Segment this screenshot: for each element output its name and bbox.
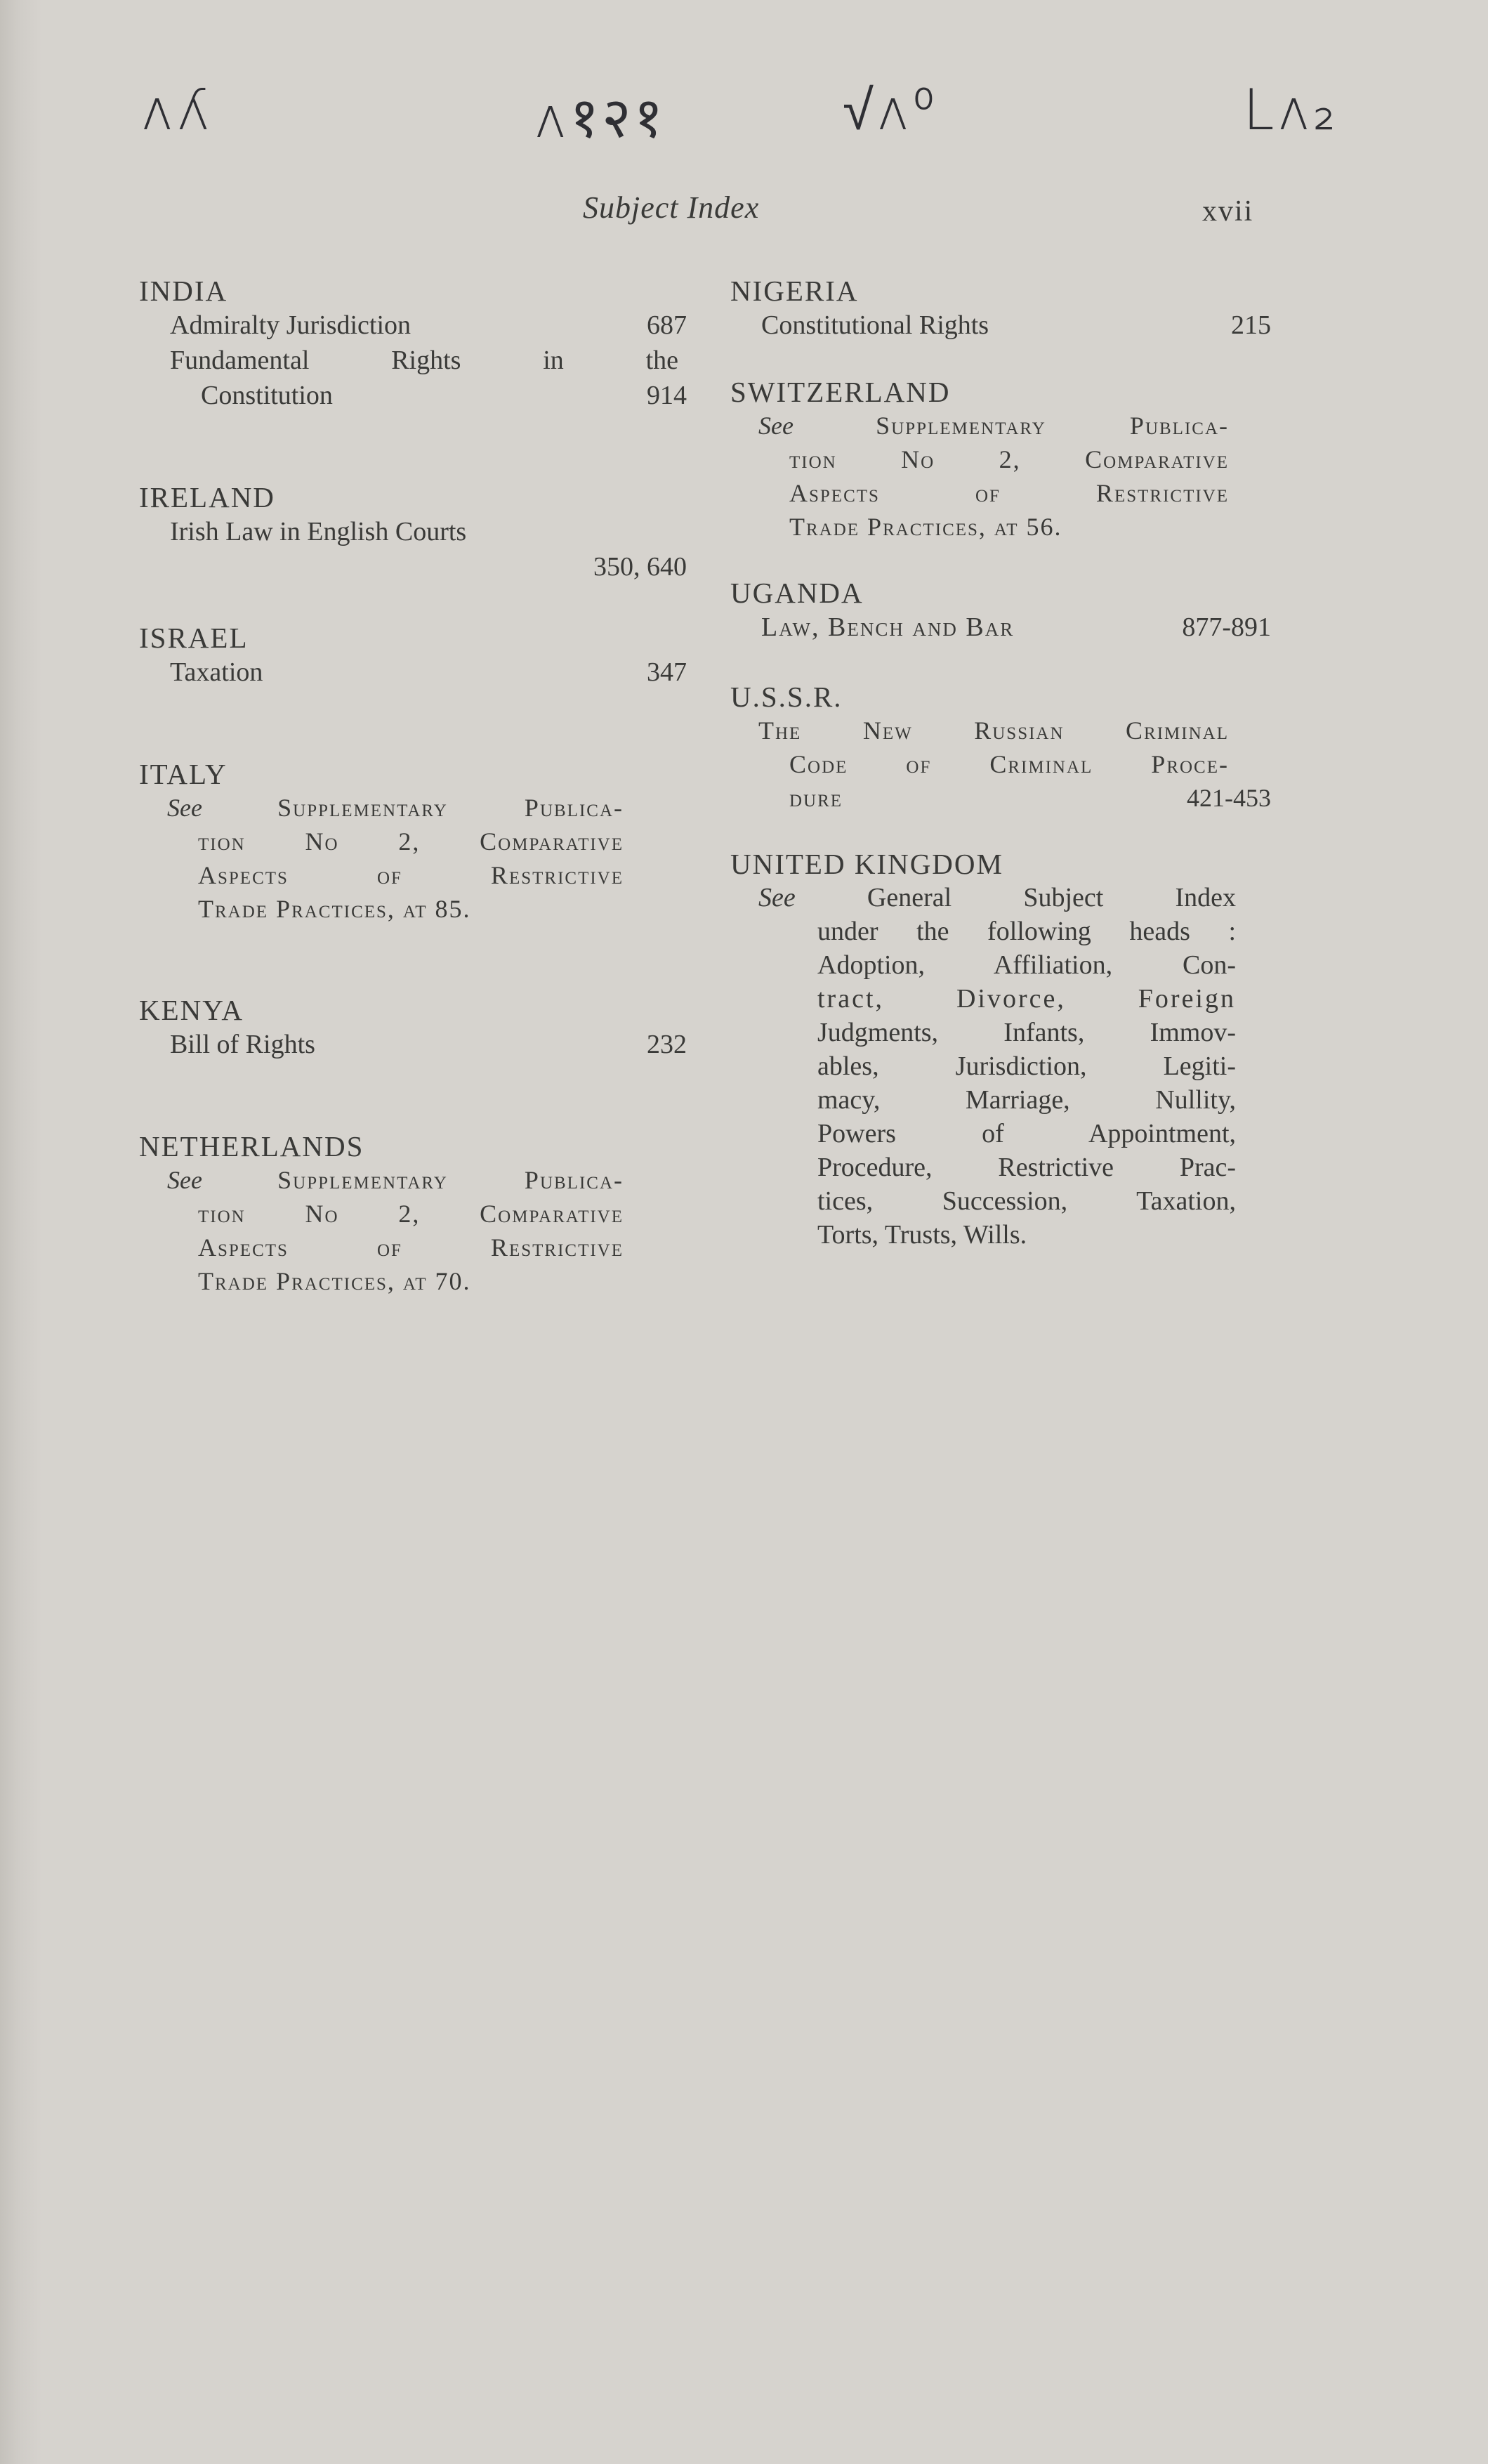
index-entry-kenya [139, 993, 687, 1062]
page-number: xvii [1202, 195, 1254, 228]
reference-text: Supplementary Publica- [277, 794, 624, 822]
reference-text: Powers of Appointment, [817, 1119, 1236, 1148]
sub-entry [170, 378, 687, 413]
index-entry-switzerland [730, 375, 1271, 544]
entry-heading: ITALY [139, 758, 228, 790]
see-label: See [758, 883, 796, 912]
see-reference [758, 409, 1229, 544]
index-column-right [730, 274, 1271, 1252]
reference-text: macy, Marriage, Nullity, [817, 1085, 1236, 1115]
sub-entry-text: Admiralty Jurisdiction [170, 310, 411, 340]
entry-heading: ISRAEL [139, 622, 249, 654]
index-entry-netherlands [139, 1129, 687, 1298]
see-label: See [758, 412, 794, 440]
reference-text: Supplementary Publica- [876, 412, 1229, 440]
reference-text: Supplementary Publica- [277, 1166, 624, 1194]
see-reference [758, 881, 1236, 1252]
sub-entry-text: Constitutional Rights [761, 310, 989, 340]
reference-text: Trade Practices, at 85. [198, 895, 471, 923]
page-reference: 232 [647, 1030, 687, 1059]
reference-text: tices, Succession, Taxation, [817, 1186, 1236, 1216]
index-entry-italy [139, 757, 687, 926]
entry-heading: UGANDA [730, 577, 864, 609]
reference-text: ables, Jurisdiction, Legiti- [817, 1051, 1236, 1081]
sub-entry [761, 308, 1271, 343]
sub-entry-text: Taxation [170, 657, 263, 687]
see-reference [167, 1163, 624, 1298]
index-entry-ireland [139, 480, 687, 584]
entry-heading: SWITZERLAND [730, 376, 951, 408]
index-entry-india [139, 274, 687, 413]
index-entry-uganda [730, 576, 1271, 645]
reference-text: tion No 2, Comparative [198, 827, 624, 856]
sub-entry-text: Bill of Rights [170, 1030, 315, 1059]
sub-entry [170, 655, 687, 690]
handwritten-note-2: ʌ१२१ [534, 85, 666, 150]
handwritten-note-3: √ʌ⁰ [843, 77, 938, 143]
sub-entry-text: Constitution [201, 381, 333, 410]
sub-entry-text: Code of Criminal Proce- [789, 750, 1229, 778]
handwritten-note-4: Lʌ₂ [1243, 77, 1338, 143]
reference-text: Aspects of Restrictive [789, 479, 1229, 507]
reference-text: Aspects of Restrictive [198, 1233, 624, 1262]
reference-text: Adoption, Affiliation, Con- [817, 950, 1236, 980]
sub-entry-text: Irish Law in English Courts [170, 517, 467, 546]
index-entry-israel [139, 621, 687, 690]
sub-entry-text: dure [789, 784, 843, 812]
sub-entry [761, 610, 1271, 645]
sub-entry [170, 1027, 687, 1062]
index-column-left [139, 274, 687, 1298]
entry-heading: KENYA [139, 994, 244, 1026]
reference-text: Trade Practices, at 70. [198, 1267, 471, 1295]
see-label: See [167, 1166, 202, 1194]
page-reference: 687 [647, 310, 687, 340]
index-entry-united-kingdom [730, 847, 1271, 1252]
entry-heading: U.S.S.R. [730, 681, 843, 713]
reference-text: Torts, Trusts, Wills. [817, 1220, 1027, 1250]
sub-entry-text: The New Russian Criminal [758, 716, 1229, 745]
entry-heading: INDIA [139, 275, 228, 307]
entry-heading: UNITED KINGDOM [730, 848, 1003, 880]
page-reference: 347 [647, 657, 687, 687]
index-entry-ussr [730, 680, 1271, 815]
reference-text: tion No 2, Comparative [789, 445, 1229, 473]
reference-text: Judgments, Infants, Immov- [817, 1018, 1236, 1047]
sub-entry [170, 308, 687, 343]
sub-entry-text: Fundamental Rights in the [170, 346, 678, 375]
reference-text: Procedure, Restrictive Prac- [817, 1153, 1236, 1182]
sub-entry [758, 714, 1271, 815]
index-entry-nigeria [730, 274, 1271, 343]
reference-text: Trade Practices, at 56. [789, 513, 1062, 541]
handwritten-note-1: ʌʎ [140, 77, 213, 143]
page-reference: 215 [1231, 310, 1271, 340]
reference-text: General Subject Index [867, 883, 1236, 912]
page-reference: 350, 640 [593, 552, 687, 582]
reference-text: under the following heads : [817, 917, 1236, 946]
reference-text: Aspects of Restrictive [198, 861, 624, 889]
page-reference: 914 [647, 381, 687, 410]
running-header-title: Subject Index [583, 190, 760, 225]
entry-heading: IRELAND [139, 481, 275, 513]
entry-heading: NIGERIA [730, 275, 859, 307]
entry-heading: NETHERLANDS [139, 1130, 364, 1162]
reference-text: tract, Divorce, Foreign [817, 984, 1236, 1014]
see-label: See [167, 794, 202, 822]
page-reference: 421-453 [1187, 784, 1271, 812]
see-reference [167, 791, 624, 926]
sub-entry-text: Law, Bench and Bar [761, 612, 1015, 642]
page-reference: 877-891 [1182, 612, 1271, 642]
reference-text: tion No 2, Comparative [198, 1200, 624, 1228]
